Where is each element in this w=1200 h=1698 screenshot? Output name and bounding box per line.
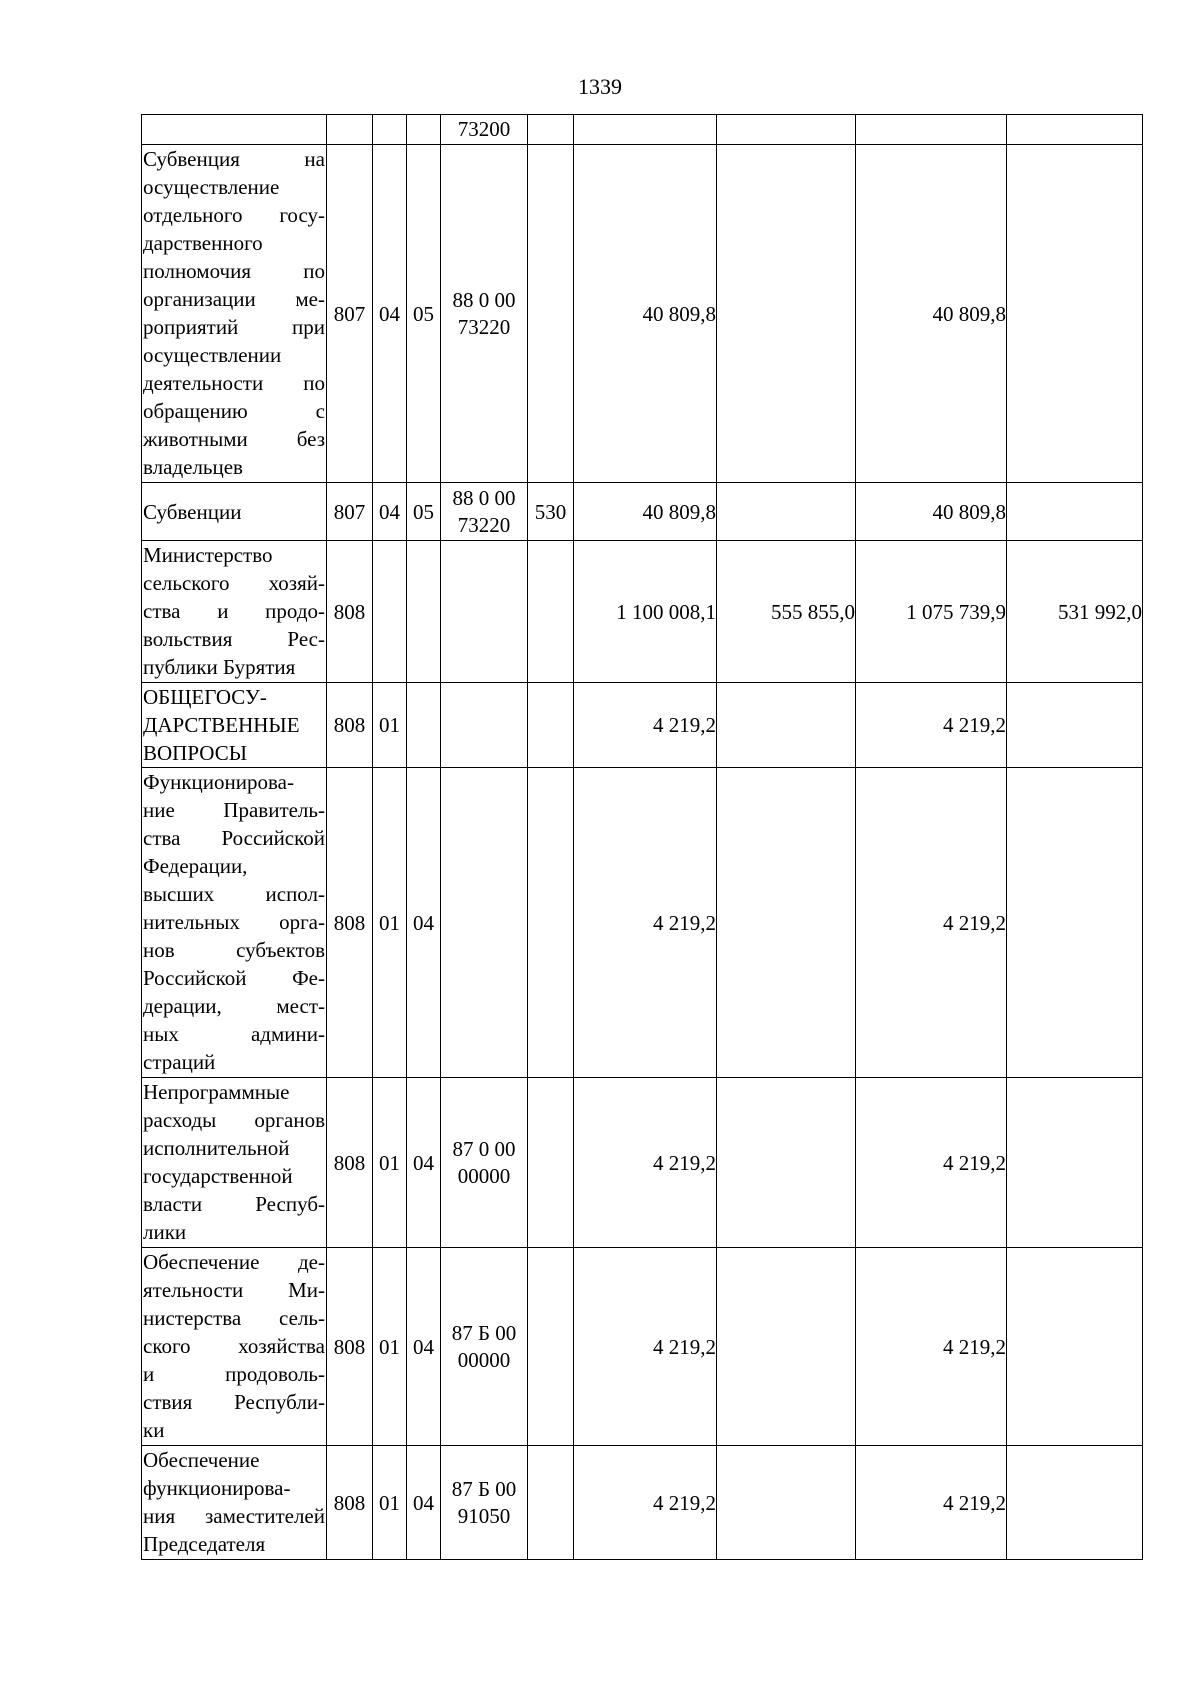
target-article-code: 88 0 00 73220 (441, 145, 528, 483)
table-body (142, 115, 1143, 1560)
table-row (142, 683, 1143, 768)
table-row (142, 768, 1143, 1078)
target-article-code (441, 683, 528, 768)
table-row (142, 483, 1143, 541)
ved-code: 808 (327, 1078, 373, 1248)
amount-4 (1007, 145, 1143, 483)
subsection-code: 05 (407, 483, 441, 541)
section-code: 01 (373, 1078, 407, 1248)
subsection-code: 04 (407, 1078, 441, 1248)
target-article-code (441, 768, 528, 1078)
amount-1 (574, 115, 717, 145)
expense-type-code (528, 1078, 574, 1248)
expense-type-code (528, 683, 574, 768)
expense-type-code (528, 1248, 574, 1446)
amount-3: 4 219,2 (856, 1248, 1007, 1446)
target-article-code: 73200 (441, 115, 528, 145)
expense-type-code (528, 768, 574, 1078)
amount-2 (717, 1446, 856, 1560)
amount-1: 4 219,2 (574, 1078, 717, 1248)
subsection-code (407, 115, 441, 145)
subsection-code (407, 541, 441, 683)
section-code: 04 (373, 483, 407, 541)
amount-4 (1007, 483, 1143, 541)
amount-1: 4 219,2 (574, 683, 717, 768)
ved-code (327, 115, 373, 145)
section-code (373, 115, 407, 145)
amount-2 (717, 1248, 856, 1446)
amount-1: 40 809,8 (574, 145, 717, 483)
expense-type-code: 530 (528, 483, 574, 541)
amount-3: 4 219,2 (856, 768, 1007, 1078)
ved-code: 808 (327, 683, 373, 768)
row-name: Функционирова- ние Правитель- ства Российской Федерации, высших испол- нительных орга- нов субъектов Российской Фе- дерации, мест- ных админи- страций (142, 768, 327, 1078)
ved-code: 807 (327, 483, 373, 541)
row-name: Обеспечение функционирова- ния заместителей Председателя (142, 1446, 327, 1560)
amount-1: 4 219,2 (574, 768, 717, 1078)
amount-3: 40 809,8 (856, 145, 1007, 483)
amount-4 (1007, 683, 1143, 768)
ved-code: 808 (327, 1446, 373, 1560)
amount-2 (717, 768, 856, 1078)
row-name (142, 115, 327, 145)
subsection-code (407, 683, 441, 768)
amount-1: 1 100 008,1 (574, 541, 717, 683)
subsection-code: 05 (407, 145, 441, 483)
table-row (142, 145, 1143, 483)
subsection-code: 04 (407, 1248, 441, 1446)
amount-1: 4 219,2 (574, 1446, 717, 1560)
target-article-code: 87 0 00 00000 (441, 1078, 528, 1248)
amount-4 (1007, 768, 1143, 1078)
amount-1: 4 219,2 (574, 1248, 717, 1446)
section-code: 01 (373, 1248, 407, 1446)
ved-code: 808 (327, 1248, 373, 1446)
ved-code: 808 (327, 541, 373, 683)
expense-type-code (528, 541, 574, 683)
amount-4 (1007, 1248, 1143, 1446)
section-code: 01 (373, 683, 407, 768)
section-code: 04 (373, 145, 407, 483)
table-row (142, 1446, 1143, 1560)
row-name: Обеспечение де- ятельности Ми- нистерства сель- ского хозяйства и продоволь- ствия Республи- ки (142, 1248, 327, 1446)
target-article-code: 88 0 00 73220 (441, 483, 528, 541)
amount-2 (717, 1078, 856, 1248)
section-code: 01 (373, 768, 407, 1078)
target-article-code: 87 Б 00 00000 (441, 1248, 528, 1446)
section-code: 01 (373, 1446, 407, 1560)
row-name: Субвенции (142, 483, 327, 541)
page-number: 1339 (578, 74, 622, 99)
subsection-code: 04 (407, 768, 441, 1078)
target-article-code (441, 541, 528, 683)
amount-3 (856, 115, 1007, 145)
expense-type-code (528, 115, 574, 145)
amount-3: 4 219,2 (856, 1078, 1007, 1248)
amount-4 (1007, 115, 1143, 145)
table-row (142, 1078, 1143, 1248)
amount-2 (717, 483, 856, 541)
budget-table (141, 114, 1143, 1560)
table-row (142, 541, 1143, 683)
section-code (373, 541, 407, 683)
row-name: Непрограммные расходы органов исполнительной государственной власти Респуб- лики (142, 1078, 327, 1248)
amount-2 (717, 115, 856, 145)
subsection-code: 04 (407, 1446, 441, 1560)
row-name: Министерство сельского хозяй- ства и продо- вольствия Рес- публики Бурятия (142, 541, 327, 683)
expense-type-code (528, 145, 574, 483)
amount-2 (717, 145, 856, 483)
amount-2: 555 855,0 (717, 541, 856, 683)
amount-4 (1007, 1446, 1143, 1560)
row-name: ОБЩЕГОСУ- ДАРСТВЕННЫЕ ВОПРОСЫ (142, 683, 327, 768)
amount-4: 531 992,0 (1007, 541, 1143, 683)
expense-type-code (528, 1446, 574, 1560)
amount-3: 1 075 739,9 (856, 541, 1007, 683)
target-article-code: 87 Б 00 91050 (441, 1446, 528, 1560)
amount-1: 40 809,8 (574, 483, 717, 541)
amount-3: 4 219,2 (856, 683, 1007, 768)
table-row (142, 1248, 1143, 1446)
ved-code: 808 (327, 768, 373, 1078)
amount-3: 4 219,2 (856, 1446, 1007, 1560)
ved-code: 807 (327, 145, 373, 483)
amount-4 (1007, 1078, 1143, 1248)
amount-3: 40 809,8 (856, 483, 1007, 541)
row-name: Субвенция на осуществление отдельного госу- дарственного полномочия по организации ме- роприятий при осуществлении деятельности по обращению с животными без владельцев (142, 145, 327, 483)
amount-2 (717, 683, 856, 768)
table-row (142, 115, 1143, 145)
